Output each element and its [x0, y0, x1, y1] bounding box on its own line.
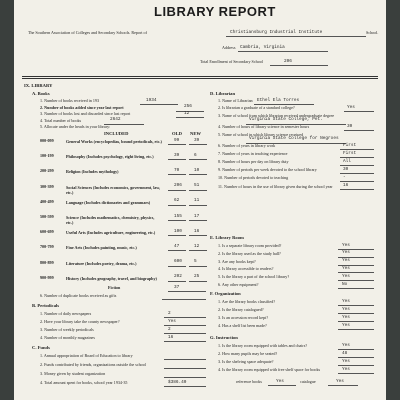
enrollment-value: 206 [284, 58, 292, 64]
school-name: Christiansburg Industrial Institute [230, 29, 323, 35]
d-librarian-item-label: 8. Number of hours per day on library duty [218, 159, 289, 164]
d-librarian-item-label: 3. Name of school from which librarian received undergraduate degree [218, 113, 335, 118]
f-organization-item-label: 1. Are the library books classified? [218, 299, 276, 304]
c-fund-item-label: 4. Total amount spent for books, school year 1934-35 [40, 380, 128, 385]
a-item-3-value: 12 [184, 110, 190, 116]
d-librarian-title: D. Librarian [210, 91, 236, 96]
a-item-1-value: 1934 [146, 97, 157, 103]
g-instruction-item-label: 3. Is the shelving space adequate? [218, 359, 274, 364]
category-new-count: 11 [194, 198, 200, 204]
c-fund-item-label: 1. Annual appropriation of Board of Education to library [40, 353, 133, 358]
g-last-line-b-value: Yes [336, 378, 344, 384]
category-new-count: 51 [194, 183, 200, 189]
category-name: Literature (Includes poetry, drama, etc.) [66, 260, 137, 266]
e-library-room-item-value: Yes [342, 242, 350, 248]
category-code: 300-399 [40, 183, 54, 189]
category-old-count: 47 [174, 243, 180, 249]
d-librarian-item-label: 7. Number of years in teaching experience [218, 151, 288, 156]
category-name: Language (Includes dictionaries and grammars) [66, 199, 151, 205]
d-librarian-item-value: 30 [343, 166, 349, 172]
d-librarian-item-value: All [343, 158, 351, 164]
category-old-count: 70 [174, 167, 180, 173]
f-organization-item-label: 2. Is the library catalogued? [218, 307, 264, 312]
d-librarian-item-value: First [343, 150, 357, 156]
category-new-count: 12 [194, 243, 200, 249]
old-header: OLD [172, 131, 182, 136]
f-organization-item-value: Yes [342, 314, 350, 320]
b-periodical-item-label: 3. Number of weekly periodicals [40, 327, 94, 332]
category-old-count: 202 [174, 274, 182, 280]
b-periodicals-title: B. Periodicals [32, 303, 60, 308]
c-fund-item-value: $386.40 [168, 379, 187, 385]
d-librarian-item-label: 2. Is librarian a graduate of a standard college? [218, 105, 295, 110]
category-code: 500-599 [40, 214, 54, 219]
category-old-count: 39 [174, 152, 180, 158]
category-new-count: 39 [194, 137, 200, 143]
g-instruction-item-label: 4. Is the library room equipped with free shelf space for books [218, 367, 321, 372]
fiction-label: Fiction [108, 285, 121, 290]
category-old-count: 62 [174, 198, 180, 204]
d-librarian-item-label: 11. Number of hours in the use of library given during the school year [218, 184, 333, 189]
category-code: 700-799 [40, 244, 54, 250]
d-librarian-item-value: - [343, 174, 346, 180]
g-instruction-item-label: 2. How many pupils may be seated? [218, 351, 278, 356]
e-library-room-item-label: 3. Are any books kept? [218, 258, 256, 264]
category-name: Social Sciences (Includes economics, government, law, etc.) [66, 184, 161, 195]
header-line1-suffix: School. [366, 30, 379, 35]
g-instruction-item-value: Yes [342, 342, 350, 348]
category-name: Religion (Includes mythology) [66, 169, 119, 175]
d-librarian-item-label: 1. Name of Librarian [218, 98, 253, 103]
d-librarian-item-value: First [343, 142, 357, 148]
category-name: History (Includes geography, travel, and biography) [66, 275, 157, 281]
a-item-6-label: 6. Number of duplicate books received as gifts [40, 293, 117, 298]
f-organization-item-value: Yes [342, 298, 350, 304]
e-library-room-item-label: 5. Is the library a part of the school library? [218, 274, 290, 280]
section-ix-title: IX. LIBRARY [24, 83, 53, 88]
g-instruction-item-value: Yes [342, 366, 350, 372]
category-name: Science (Includes mathematics, chemistry, physics, etc.) [66, 215, 155, 226]
d-librarian-item-value: 16 [343, 182, 349, 188]
d-librarian-item-label: 4. Number of hours of library science in semester hours [218, 124, 310, 129]
g-last-line-a-label: reference books [236, 379, 263, 384]
category-name: General Works (encyclopedias, bound periodicals, etc.) [66, 139, 162, 144]
category-code: 900-999 [40, 274, 54, 280]
b-periodical-item-label: 1. Number of daily newspapers [40, 311, 92, 316]
category-code: 600-699 [40, 229, 54, 235]
category-code: 400-499 [40, 198, 54, 204]
category-old-count: 99 [174, 137, 180, 143]
category-old-count: 100 [174, 228, 182, 234]
a-item-4-value: 2642 [110, 117, 121, 122]
f-organization-item-value: Yes [342, 306, 350, 312]
a-books-title: A. Books [32, 91, 50, 96]
g-last-line-a-value: Yes [276, 378, 284, 384]
e-library-room-item-label: 6. Any other equipment? [218, 282, 259, 287]
new-header: NEW [190, 131, 201, 136]
e-library-room-item-value: Yes [342, 273, 350, 279]
e-library-room-item-value: Yes [342, 250, 350, 256]
category-old-count: 206 [174, 183, 182, 189]
g-instruction-item-value: Yes [342, 358, 350, 364]
category-new-count: 6 [194, 152, 197, 158]
g-instruction-item-value: 48 [342, 350, 348, 356]
category-code: 100-199 [40, 153, 54, 159]
category-new-count: 10 [194, 167, 200, 173]
a-item-2-label: 2. Number of books added since year last report [40, 104, 124, 110]
included-header: INCLUDED [104, 131, 129, 136]
category-name: Useful Arts (Includes agriculture, engineering, etc.) [66, 230, 156, 236]
d-librarian-item-label: 9. Number of periods per week devoted to the school library [218, 167, 317, 172]
e-library-room-item-value: Yes [342, 265, 350, 271]
d-librarian-item-label: 5. Name of school in which library science received [218, 132, 304, 137]
e-library-room-title: E. Library Room [210, 235, 244, 240]
address-value: Cambria, Virginia [240, 44, 285, 50]
category-code: 000-099 [40, 138, 54, 143]
c-fund-item-label: 2. Funds contributed by friends, organizations outside the school [40, 362, 146, 367]
header-line1-prefix: The Southern Association of Colleges and Secondary Schools. Report of [28, 30, 147, 35]
b-periodical-item-label: 2. Have your library take the county newspaper? [40, 319, 120, 324]
category-name: Philosophy (Includes psychology, right living, etc.) [66, 154, 154, 160]
category-new-count: 5 [194, 259, 197, 265]
g-last-line-b-label: catalogue [300, 379, 316, 384]
d-librarian-item-value: Virginia State College, Pet. [249, 117, 323, 122]
e-library-room-item-label: 2. Is the library used as the study hall? [218, 250, 281, 256]
g-instruction-item-label: 1. Is the library room equipped with tables and chairs? [218, 343, 308, 348]
b-periodical-item-value: 16 [168, 334, 174, 340]
a-item-3-label: 3. Number of books lost and discarded since last report [40, 111, 131, 116]
fiction-value: 37 [174, 284, 180, 290]
category-code: 800-899 [40, 259, 54, 265]
e-library-room-item-label: 1. Is a separate library room provided? [218, 243, 282, 248]
f-organization-item-label: 3. Is an accession record kept? [218, 315, 269, 320]
d-librarian-item-value: Ethel Ela Torres [257, 97, 300, 103]
e-library-room-item-value: No [342, 281, 348, 287]
category-old-count: 600 [174, 259, 182, 265]
category-new-count: 16 [194, 228, 200, 234]
f-organization-item-value: Yes [342, 322, 350, 328]
a-item-1-label: 1. Number of books received in 193 [40, 98, 100, 103]
g-instruction-title: G. Instruction [210, 335, 238, 340]
category-code: 200-299 [40, 168, 54, 174]
category-new-count: 25 [194, 274, 200, 280]
d-librarian-item-label: 10. Number of periods devoted to teaching [218, 175, 289, 180]
address-label: Address [222, 45, 236, 50]
a-item-5-label: 5. Allocate under the heads in your library: [40, 124, 111, 129]
d-librarian-item-label: 6. Number of years in library work [218, 143, 276, 148]
c-fund-item-label: 3. Money given by student organization [40, 371, 106, 376]
b-periodical-item-value: 2 [168, 326, 171, 332]
category-new-count: 17 [194, 213, 200, 219]
enrollment-label: Total Enrollment of Secondary School [200, 59, 263, 64]
f-organization-title: F. Organization [210, 291, 241, 296]
b-periodical-item-value: 2 [168, 310, 171, 316]
report-title: LIBRARY REPORT [154, 4, 276, 19]
category-old-count: 155 [174, 213, 182, 219]
d-librarian-item-value: Yes [347, 104, 355, 110]
c-funds-title: C. Funds [32, 345, 50, 350]
report-sheet [14, 0, 386, 400]
d-librarian-item-value: Virginia State College for Negroes [249, 136, 339, 141]
b-periodical-item-label: 4. Number of monthly magazines [40, 335, 95, 340]
category-name: Fine Arts (Includes painting, music, etc.) [66, 245, 137, 251]
e-library-room-item-label: 4. Is library accessible to readers? [218, 266, 274, 272]
f-organization-item-label: 4. Has a shelf list been made? [218, 323, 267, 328]
d-librarian-item-value: 30 [347, 123, 353, 129]
b-periodical-item-value: Yes [168, 318, 176, 324]
a-item-2-value: 256 [184, 104, 192, 109]
a-item-4-label: 4. Total number of books [40, 117, 82, 123]
e-library-room-item-value: Yes [342, 258, 350, 264]
